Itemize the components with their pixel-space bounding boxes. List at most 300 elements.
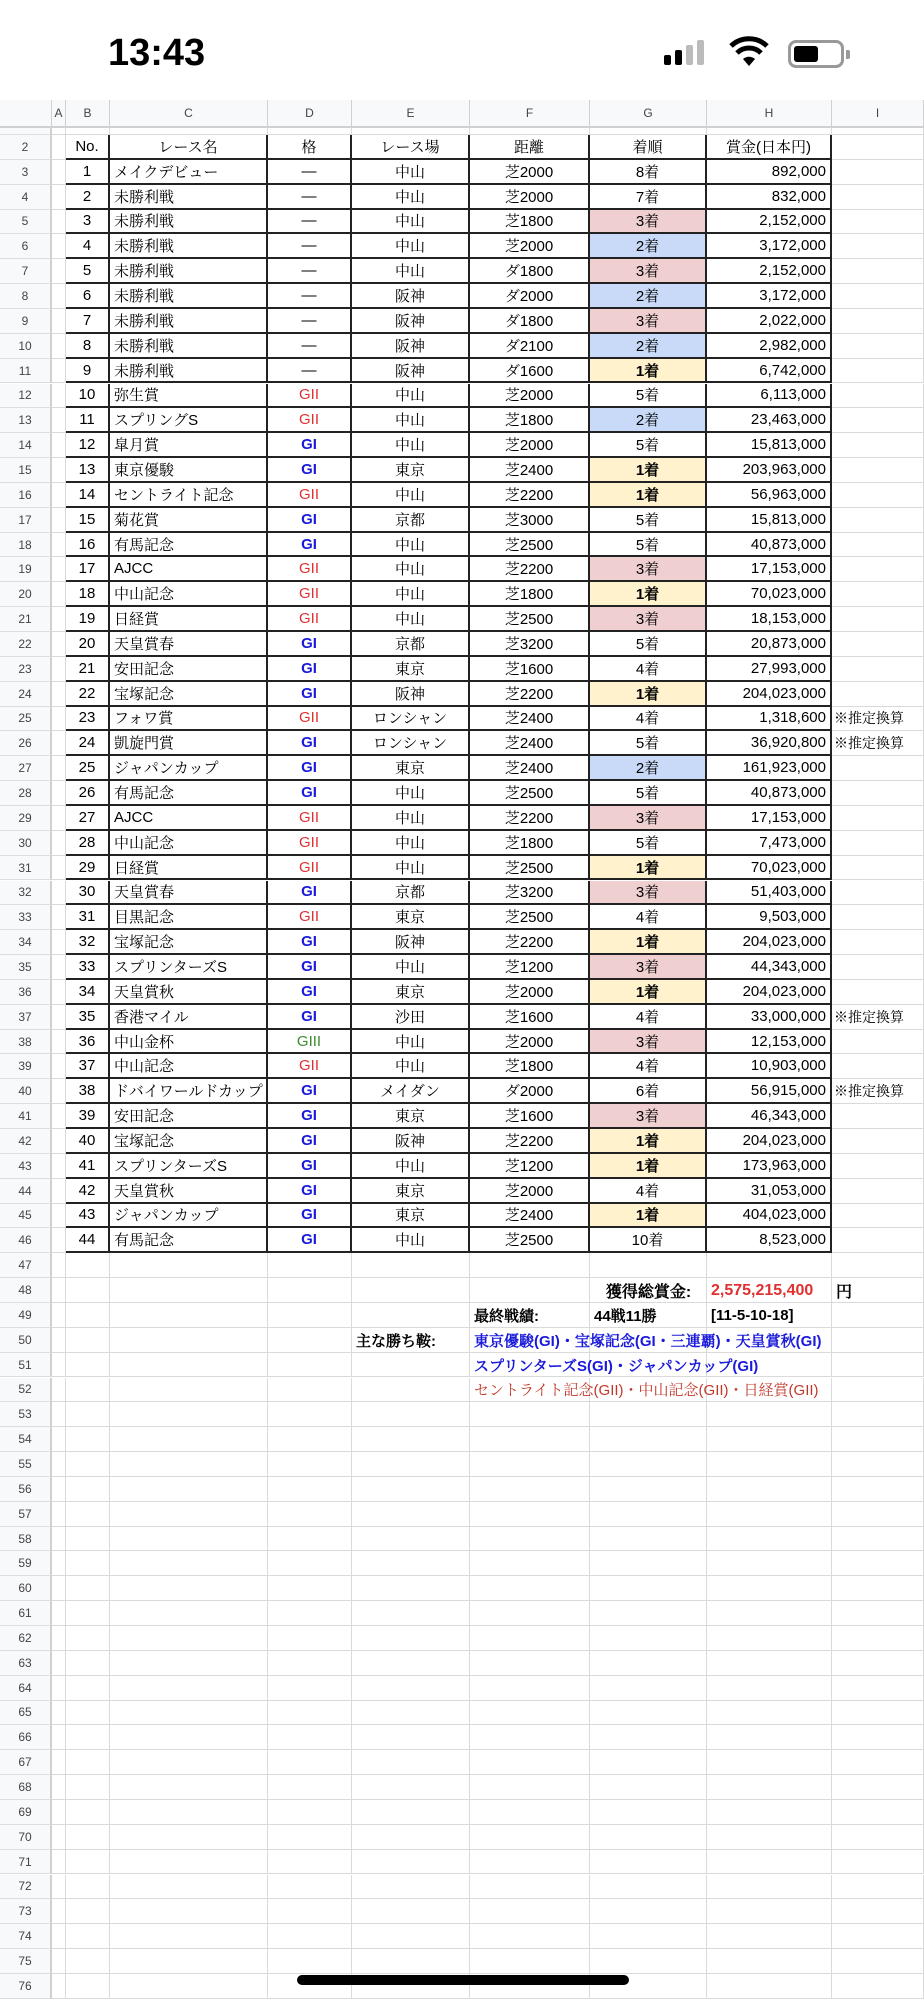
race-venue[interactable]: メイダン xyxy=(352,1079,470,1104)
race-prize[interactable]: 18,153,000 xyxy=(707,607,832,632)
race-venue[interactable]: 中山 xyxy=(352,185,470,210)
race-placing[interactable]: 7着 xyxy=(590,185,707,210)
grid-cell[interactable] xyxy=(707,1601,832,1626)
race-distance[interactable]: 芝2400 xyxy=(470,731,590,756)
column-header-B[interactable]: B xyxy=(66,100,110,128)
race-prize[interactable]: 832,000 xyxy=(707,185,832,210)
race-number[interactable]: 33 xyxy=(66,955,110,980)
race-venue[interactable]: 中山 xyxy=(352,607,470,632)
grid-cell[interactable] xyxy=(110,1278,268,1303)
race-name[interactable]: フォワ賞 xyxy=(110,707,268,732)
row-header[interactable]: 52 xyxy=(0,1378,52,1403)
grid-cell[interactable] xyxy=(66,1850,110,1875)
grid-cell[interactable] xyxy=(52,781,66,806)
race-prize[interactable]: 17,153,000 xyxy=(707,806,832,831)
row-header[interactable]: 5 xyxy=(0,210,52,235)
grid-cell[interactable] xyxy=(832,160,924,185)
grid-cell[interactable] xyxy=(352,1551,470,1576)
grid-cell[interactable] xyxy=(268,1527,352,1552)
grid-cell[interactable] xyxy=(268,1477,352,1502)
row-header[interactable]: 71 xyxy=(0,1850,52,1875)
race-distance[interactable]: 芝3200 xyxy=(470,881,590,906)
table-header-cell[interactable]: 着順 xyxy=(590,135,707,160)
race-name[interactable]: 安田記念 xyxy=(110,657,268,682)
grid-cell[interactable] xyxy=(110,1825,268,1850)
race-number[interactable]: 15 xyxy=(66,508,110,533)
grid-cell[interactable] xyxy=(707,1253,832,1278)
race-prize[interactable]: 173,963,000 xyxy=(707,1154,832,1179)
grid-cell[interactable] xyxy=(66,1427,110,1452)
race-prize[interactable]: 44,343,000 xyxy=(707,955,832,980)
grid-cell[interactable] xyxy=(832,210,924,235)
grid-cell[interactable] xyxy=(832,1030,924,1055)
grid-cell[interactable] xyxy=(110,1974,268,1999)
grid-cell[interactable] xyxy=(590,1477,707,1502)
grid-cell[interactable] xyxy=(110,1477,268,1502)
race-name[interactable]: 未勝利戦 xyxy=(110,309,268,334)
grid-cell[interactable] xyxy=(52,980,66,1005)
race-distance[interactable]: 芝2400 xyxy=(470,707,590,732)
race-name[interactable]: 宝塚記念 xyxy=(110,1129,268,1154)
grid-cell[interactable] xyxy=(110,1353,268,1378)
grid-cell[interactable] xyxy=(590,1601,707,1626)
grid-cell[interactable] xyxy=(110,1626,268,1651)
grid-cell[interactable] xyxy=(66,1601,110,1626)
race-name[interactable]: スプリングS xyxy=(110,408,268,433)
race-name[interactable]: 天皇賞秋 xyxy=(110,1179,268,1204)
grid-cell[interactable] xyxy=(832,1104,924,1129)
grid-cell[interactable] xyxy=(707,1949,832,1974)
row-header[interactable]: 6 xyxy=(0,234,52,259)
grid-cell[interactable] xyxy=(832,1452,924,1477)
race-name[interactable]: 有馬記念 xyxy=(110,781,268,806)
race-name[interactable]: 香港マイル xyxy=(110,1005,268,1030)
grid-cell[interactable] xyxy=(470,1875,590,1900)
grid-cell[interactable] xyxy=(470,1477,590,1502)
grid-cell[interactable] xyxy=(52,128,66,135)
race-note[interactable]: ※推定換算 xyxy=(832,731,924,756)
race-number[interactable]: 28 xyxy=(66,831,110,856)
race-number[interactable]: 11 xyxy=(66,408,110,433)
race-name[interactable]: 凱旋門賞 xyxy=(110,731,268,756)
race-name[interactable]: 安田記念 xyxy=(110,1104,268,1129)
grid-cell[interactable] xyxy=(590,1701,707,1726)
race-number[interactable]: 34 xyxy=(66,980,110,1005)
grid-cell[interactable] xyxy=(52,731,66,756)
row-header[interactable]: 46 xyxy=(0,1228,52,1253)
race-placing[interactable]: 5着 xyxy=(590,384,707,409)
race-number[interactable]: 37 xyxy=(66,1054,110,1079)
race-placing[interactable]: 5着 xyxy=(590,831,707,856)
grid-cell[interactable] xyxy=(832,1825,924,1850)
grid-cell[interactable] xyxy=(832,781,924,806)
grid-cell[interactable] xyxy=(110,1651,268,1676)
grid-cell[interactable] xyxy=(268,1402,352,1427)
grid-cell[interactable] xyxy=(707,1427,832,1452)
race-name[interactable]: 東京優駿 xyxy=(110,458,268,483)
grid-cell[interactable] xyxy=(470,1725,590,1750)
grid-cell[interactable] xyxy=(52,508,66,533)
race-venue[interactable]: 中山 xyxy=(352,160,470,185)
grid-cell[interactable] xyxy=(352,1949,470,1974)
grid-cell[interactable] xyxy=(832,384,924,409)
grid-cell[interactable] xyxy=(52,359,66,384)
grid-cell[interactable] xyxy=(52,1676,66,1701)
race-grade[interactable]: — xyxy=(268,185,352,210)
race-grade[interactable]: GI xyxy=(268,682,352,707)
race-prize[interactable]: 31,053,000 xyxy=(707,1179,832,1204)
race-prize[interactable]: 204,023,000 xyxy=(707,930,832,955)
race-note[interactable]: ※推定換算 xyxy=(832,1005,924,1030)
row-header[interactable]: 49 xyxy=(0,1303,52,1328)
grid-cell[interactable] xyxy=(268,1551,352,1576)
grid-cell[interactable] xyxy=(832,483,924,508)
race-name[interactable]: 中山金杯 xyxy=(110,1030,268,1055)
race-grade[interactable]: GII xyxy=(268,806,352,831)
race-number[interactable]: 38 xyxy=(66,1079,110,1104)
race-number[interactable]: 1 xyxy=(66,160,110,185)
race-placing[interactable]: 1着 xyxy=(590,582,707,607)
grid-cell[interactable] xyxy=(66,1303,110,1328)
race-placing[interactable]: 4着 xyxy=(590,1005,707,1030)
race-grade[interactable]: GI xyxy=(268,433,352,458)
race-name[interactable]: 目黒記念 xyxy=(110,905,268,930)
race-number[interactable]: 13 xyxy=(66,458,110,483)
race-number[interactable]: 8 xyxy=(66,334,110,359)
race-venue[interactable]: 東京 xyxy=(352,756,470,781)
grid-cell[interactable] xyxy=(110,1576,268,1601)
race-name[interactable]: ジャパンカップ xyxy=(110,1204,268,1229)
grid-cell[interactable] xyxy=(352,1775,470,1800)
race-distance[interactable]: 芝2000 xyxy=(470,185,590,210)
race-grade[interactable]: GI xyxy=(268,1204,352,1229)
race-prize[interactable]: 9,503,000 xyxy=(707,905,832,930)
race-venue[interactable]: 中山 xyxy=(352,1030,470,1055)
grid-cell[interactable] xyxy=(268,1601,352,1626)
grid-cell[interactable] xyxy=(832,1626,924,1651)
race-distance[interactable]: 芝1800 xyxy=(470,831,590,856)
race-distance[interactable]: 芝2000 xyxy=(470,433,590,458)
grid-cell[interactable] xyxy=(52,1104,66,1129)
grid-cell[interactable] xyxy=(52,582,66,607)
race-venue[interactable]: 中山 xyxy=(352,259,470,284)
column-header-D[interactable]: D xyxy=(268,100,352,128)
race-venue[interactable]: 京都 xyxy=(352,881,470,906)
race-prize[interactable]: 7,473,000 xyxy=(707,831,832,856)
grid-cell[interactable] xyxy=(832,1601,924,1626)
major-wins-line-1[interactable]: 東京優駿(GI)・宝塚記念(GI・三連覇)・天皇賞秋(GI) xyxy=(474,1332,822,1350)
grid-cell[interactable] xyxy=(268,1924,352,1949)
grid-cell[interactable] xyxy=(352,1601,470,1626)
grid-cell[interactable] xyxy=(52,1551,66,1576)
grid-cell[interactable] xyxy=(52,756,66,781)
row-header[interactable]: 34 xyxy=(0,930,52,955)
race-distance[interactable]: 芝2000 xyxy=(470,1030,590,1055)
grid-cell[interactable] xyxy=(110,1701,268,1726)
race-grade[interactable]: GI xyxy=(268,458,352,483)
race-placing[interactable]: 5着 xyxy=(590,781,707,806)
race-distance[interactable]: ダ2000 xyxy=(470,1079,590,1104)
row-header[interactable]: 65 xyxy=(0,1701,52,1726)
race-prize[interactable]: 15,813,000 xyxy=(707,508,832,533)
grid-cell[interactable] xyxy=(590,1551,707,1576)
grid-cell[interactable] xyxy=(590,1725,707,1750)
grid-cell[interactable] xyxy=(352,128,470,135)
grid-cell[interactable] xyxy=(52,1626,66,1651)
row-header[interactable]: 29 xyxy=(0,806,52,831)
race-distance[interactable]: ダ1800 xyxy=(470,309,590,334)
race-venue[interactable]: 中山 xyxy=(352,234,470,259)
grid-cell[interactable] xyxy=(832,1676,924,1701)
race-prize[interactable]: 3,172,000 xyxy=(707,234,832,259)
grid-cell[interactable] xyxy=(832,1228,924,1253)
race-distance[interactable]: 芝1800 xyxy=(470,582,590,607)
race-venue[interactable]: 沙田 xyxy=(352,1005,470,1030)
race-grade[interactable]: — xyxy=(268,160,352,185)
race-number[interactable]: 39 xyxy=(66,1104,110,1129)
grid-cell[interactable] xyxy=(52,707,66,732)
row-header[interactable]: 47 xyxy=(0,1253,52,1278)
grid-cell[interactable] xyxy=(470,1601,590,1626)
race-distance[interactable]: 芝1200 xyxy=(470,955,590,980)
grid-cell[interactable] xyxy=(52,259,66,284)
grid-cell[interactable] xyxy=(470,1775,590,1800)
grid-cell[interactable] xyxy=(590,1651,707,1676)
race-name[interactable]: 天皇賞春 xyxy=(110,632,268,657)
grid-cell[interactable] xyxy=(832,408,924,433)
grid-cell[interactable] xyxy=(352,1676,470,1701)
grid-cell[interactable] xyxy=(52,1402,66,1427)
race-grade[interactable]: GI xyxy=(268,756,352,781)
race-prize[interactable]: 2,152,000 xyxy=(707,210,832,235)
grid-cell[interactable] xyxy=(832,458,924,483)
grid-cell[interactable] xyxy=(52,806,66,831)
grid-cell[interactable] xyxy=(707,1576,832,1601)
grid-cell[interactable] xyxy=(832,1651,924,1676)
race-name[interactable]: 未勝利戦 xyxy=(110,259,268,284)
grid-cell[interactable] xyxy=(832,1402,924,1427)
grid-cell[interactable] xyxy=(110,1725,268,1750)
grid-cell[interactable] xyxy=(268,1378,352,1403)
grid-cell[interactable] xyxy=(352,1701,470,1726)
grid-cell[interactable] xyxy=(66,1800,110,1825)
row-header[interactable]: 51 xyxy=(0,1353,52,1378)
race-prize[interactable]: 1,318,600 xyxy=(707,707,832,732)
race-venue[interactable]: 中山 xyxy=(352,1154,470,1179)
grid-cell[interactable] xyxy=(110,1328,268,1353)
row-header[interactable]: 72 xyxy=(0,1875,52,1900)
race-grade[interactable]: — xyxy=(268,259,352,284)
row-header[interactable]: 24 xyxy=(0,682,52,707)
row-header[interactable]: 13 xyxy=(0,408,52,433)
grid-cell[interactable] xyxy=(707,1626,832,1651)
race-grade[interactable]: — xyxy=(268,309,352,334)
row-header[interactable]: 26 xyxy=(0,731,52,756)
race-placing[interactable]: 5着 xyxy=(590,731,707,756)
race-venue[interactable]: 東京 xyxy=(352,657,470,682)
race-grade[interactable]: GII xyxy=(268,557,352,582)
race-number[interactable]: 6 xyxy=(66,284,110,309)
race-placing[interactable]: 8着 xyxy=(590,160,707,185)
race-placing[interactable]: 3着 xyxy=(590,607,707,632)
grid-cell[interactable] xyxy=(66,1974,110,1999)
race-distance[interactable]: 芝2500 xyxy=(470,533,590,558)
grid-cell[interactable] xyxy=(110,1800,268,1825)
total-prize-label[interactable]: 獲得総賞金: xyxy=(605,1284,692,1302)
grid-cell[interactable] xyxy=(110,1427,268,1452)
race-distance[interactable]: 芝2200 xyxy=(470,1129,590,1154)
race-name[interactable]: スプリンターズS xyxy=(110,955,268,980)
grid-cell[interactable] xyxy=(52,433,66,458)
race-name[interactable]: 日経賞 xyxy=(110,607,268,632)
race-grade[interactable]: GI xyxy=(268,1005,352,1030)
race-venue[interactable]: 中山 xyxy=(352,856,470,881)
grid-cell[interactable] xyxy=(352,1850,470,1875)
grid-cell[interactable] xyxy=(268,1651,352,1676)
race-prize[interactable]: 15,813,000 xyxy=(707,433,832,458)
grid-cell[interactable] xyxy=(832,930,924,955)
row-header[interactable]: 66 xyxy=(0,1725,52,1750)
grid-cell[interactable] xyxy=(66,1576,110,1601)
grid-cell[interactable] xyxy=(52,309,66,334)
grid-cell[interactable] xyxy=(268,1427,352,1452)
grid-cell[interactable] xyxy=(66,1725,110,1750)
row-header[interactable]: 38 xyxy=(0,1030,52,1055)
grid-cell[interactable] xyxy=(268,1452,352,1477)
grid-cell[interactable] xyxy=(52,1825,66,1850)
grid-cell[interactable] xyxy=(832,1800,924,1825)
race-placing[interactable]: 1着 xyxy=(590,458,707,483)
grid-cell[interactable] xyxy=(352,1875,470,1900)
race-name[interactable]: 弥生賞 xyxy=(110,384,268,409)
grid-cell[interactable] xyxy=(66,128,110,135)
grid-cell[interactable] xyxy=(832,1899,924,1924)
grid-cell[interactable] xyxy=(832,1949,924,1974)
race-grade[interactable]: GI xyxy=(268,1104,352,1129)
race-name[interactable]: 未勝利戦 xyxy=(110,334,268,359)
grid-cell[interactable] xyxy=(832,1054,924,1079)
grid-cell[interactable] xyxy=(66,1278,110,1303)
grid-cell[interactable] xyxy=(110,1924,268,1949)
grid-cell[interactable] xyxy=(832,1527,924,1552)
row-header[interactable]: 58 xyxy=(0,1527,52,1552)
grid-cell[interactable] xyxy=(352,1452,470,1477)
race-placing[interactable]: 3着 xyxy=(590,309,707,334)
grid-cell[interactable] xyxy=(832,185,924,210)
race-venue[interactable]: ロンシャン xyxy=(352,731,470,756)
grid-cell[interactable] xyxy=(590,1850,707,1875)
row-header[interactable]: 11 xyxy=(0,359,52,384)
race-number[interactable]: 42 xyxy=(66,1179,110,1204)
grid-cell[interactable] xyxy=(352,1924,470,1949)
row-header[interactable]: 45 xyxy=(0,1204,52,1229)
race-venue[interactable]: 東京 xyxy=(352,1204,470,1229)
race-placing[interactable]: 10着 xyxy=(590,1228,707,1253)
grid-cell[interactable] xyxy=(832,1179,924,1204)
race-number[interactable]: 12 xyxy=(66,433,110,458)
row-header[interactable]: 39 xyxy=(0,1054,52,1079)
race-grade[interactable]: GII xyxy=(268,1054,352,1079)
grid-cell[interactable] xyxy=(352,1353,470,1378)
race-distance[interactable]: 芝3000 xyxy=(470,508,590,533)
race-number[interactable]: 29 xyxy=(66,856,110,881)
row-header[interactable]: 3 xyxy=(0,160,52,185)
race-placing[interactable]: 2着 xyxy=(590,756,707,781)
race-distance[interactable]: 芝2500 xyxy=(470,1228,590,1253)
race-number[interactable]: 17 xyxy=(66,557,110,582)
grid-cell[interactable] xyxy=(832,508,924,533)
row-header[interactable]: 9 xyxy=(0,309,52,334)
grid-cell[interactable] xyxy=(52,1775,66,1800)
row-header[interactable]: 67 xyxy=(0,1750,52,1775)
grid-cell[interactable] xyxy=(52,557,66,582)
grid-cell[interactable] xyxy=(832,309,924,334)
row-header[interactable]: 28 xyxy=(0,781,52,806)
grid-cell[interactable] xyxy=(52,1527,66,1552)
grid-cell[interactable] xyxy=(268,1800,352,1825)
record-value[interactable]: 44戦11勝 xyxy=(594,1307,657,1325)
grid-cell[interactable] xyxy=(268,1825,352,1850)
row-header[interactable]: 37 xyxy=(0,1005,52,1030)
grid-cell[interactable] xyxy=(110,1253,268,1278)
grid-cell[interactable] xyxy=(352,1725,470,1750)
race-name[interactable]: 皐月賞 xyxy=(110,433,268,458)
grid-cell[interactable] xyxy=(352,1800,470,1825)
race-distance[interactable]: 芝1600 xyxy=(470,1104,590,1129)
column-header-C[interactable]: C xyxy=(110,100,268,128)
race-name[interactable]: ドバイワールドカップ xyxy=(110,1079,268,1104)
grid-cell[interactable] xyxy=(66,1378,110,1403)
grid-cell[interactable] xyxy=(832,557,924,582)
grid-cell[interactable] xyxy=(470,1253,590,1278)
race-grade[interactable]: GI xyxy=(268,632,352,657)
grid-cell[interactable] xyxy=(52,408,66,433)
race-number[interactable]: 40 xyxy=(66,1129,110,1154)
race-grade[interactable]: GI xyxy=(268,1129,352,1154)
race-note[interactable]: ※推定換算 xyxy=(832,1079,924,1104)
race-distance[interactable]: 芝2000 xyxy=(470,160,590,185)
race-distance[interactable]: ダ2100 xyxy=(470,334,590,359)
table-header-cell[interactable]: レース場 xyxy=(352,135,470,160)
grid-cell[interactable] xyxy=(52,533,66,558)
row-header[interactable]: 16 xyxy=(0,483,52,508)
grid-cell[interactable] xyxy=(707,1551,832,1576)
grid-cell[interactable] xyxy=(268,1701,352,1726)
grid-cell[interactable] xyxy=(52,1179,66,1204)
race-name[interactable]: セントライト記念 xyxy=(110,483,268,508)
total-prize-value[interactable]: 2,575,215,400 xyxy=(711,1281,814,1299)
row-header[interactable]: 48 xyxy=(0,1278,52,1303)
race-prize[interactable]: 2,152,000 xyxy=(707,259,832,284)
grid-cell[interactable] xyxy=(470,1850,590,1875)
grid-cell[interactable] xyxy=(352,1651,470,1676)
grid-cell[interactable] xyxy=(832,1576,924,1601)
grid-cell[interactable] xyxy=(707,1651,832,1676)
grid-cell[interactable] xyxy=(832,1750,924,1775)
record-detail[interactable]: [11-5-10-18] xyxy=(711,1306,794,1324)
grid-cell[interactable] xyxy=(268,128,352,135)
grid-cell[interactable] xyxy=(352,1626,470,1651)
grid-cell[interactable] xyxy=(110,1551,268,1576)
grid-cell[interactable] xyxy=(66,1899,110,1924)
grid-cell[interactable] xyxy=(590,1875,707,1900)
row-header[interactable]: 20 xyxy=(0,582,52,607)
race-grade[interactable]: GII xyxy=(268,905,352,930)
row-header[interactable]: 2 xyxy=(0,135,52,160)
race-grade[interactable]: GIII xyxy=(268,1030,352,1055)
grid-cell[interactable] xyxy=(832,1875,924,1900)
major-wins-label[interactable]: 主な勝ち鞍: xyxy=(356,1332,436,1350)
